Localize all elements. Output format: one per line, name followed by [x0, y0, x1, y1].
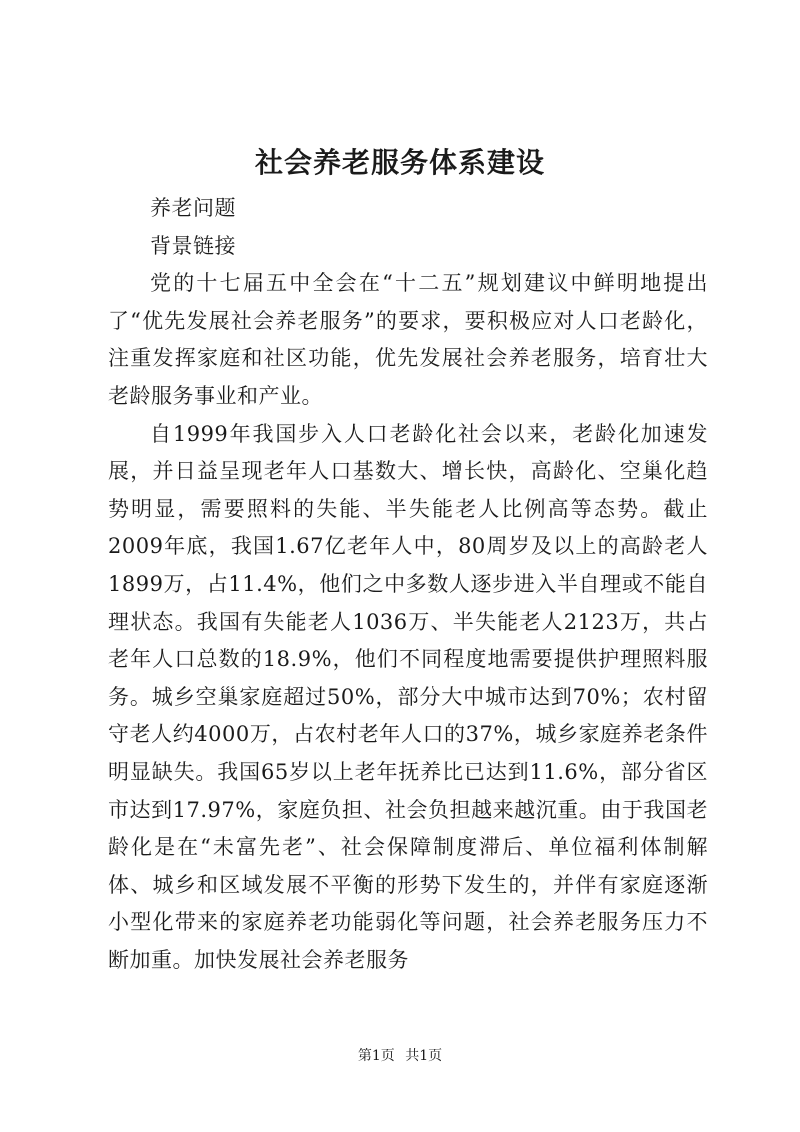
body-paragraph: 党的十七届五中全会在“十二五”规划建议中鲜明地提出了“优先发展社会养老服务”的要求，要积极应对人口老龄化，注重发挥家庭和社区功能，优先发展社会养老服务，培育壮大老龄服务事业和产业。	[108, 271, 708, 408]
body-paragraph: 自1999年我国步入人口老龄化社会以来，老龄化加速发展，并日益呈现老年人口基数大、增长快，高龄化、空巢化趋势明显，需要照料的失能、半失能老人比例高等态势。截止2009年底，我国1.67亿老年人中，80周岁及以上的高龄老人1899万，占11.4%，他们之中多数人逐步进入半自理或不能自理状态。我国有失能老人1036万、半失能老人2123万，共占老年人口总数的18.9%，他们不同程度地需要提供护理照料服务。城乡空巢家庭超过50%，部分大中城市达到70%；农村留守老人约4000万，占农村老年人口的37%，城乡家庭养老条件明显缺失。我国65岁以上老年抚养比已达到11.6%，部分省区市达到17.97%，家庭负担、社会负担越来越沉重。由于我国老龄化是在“未富先老”、社会保障制度滞后、单位福利体制解体、城乡和区域发展不平衡的形势下发生的，并伴有家庭逐渐小型化带来的家庭养老功能弱化等问题，社会养老服务压力不断加重。加快发展社会养老服务	[108, 421, 708, 972]
document-body	[108, 190, 708, 979]
page-footer	[0, 1046, 800, 1066]
page-number: 第1页	[357, 1048, 395, 1064]
subsection-heading: 背景链接	[150, 233, 236, 258]
document-title: 社会养老服务体系建设	[254, 146, 545, 179]
page-total: 共1页	[405, 1048, 443, 1064]
section-heading: 养老问题	[150, 196, 236, 220]
